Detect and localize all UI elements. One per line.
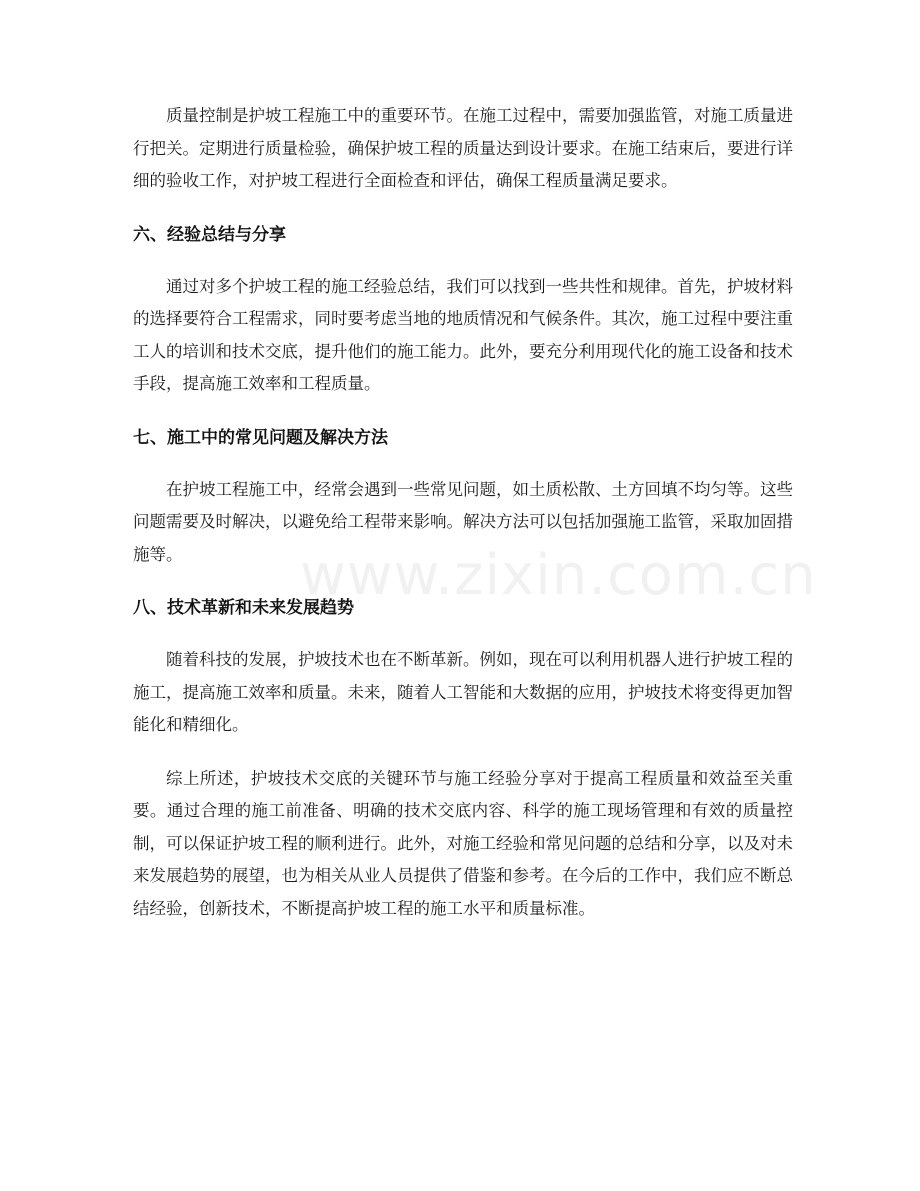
document-body <box>133 100 793 925</box>
heading-section-6: 六、经验总结与分享 <box>133 224 286 245</box>
paragraph-technology-innovation: 随着科技的发展，护坡技术也在不断革新。例如，现在可以利用机器人进行护坡工程的施工，提高施工效率和质量。未来，随着人工智能和大数据的应用，护坡技术将变得更加智能化和精细化。 <box>133 650 793 734</box>
paragraph-quality-control: 质量控制是护坡工程施工中的重要环节。在施工过程中，需要加强监管，对施工质量进行把关。定期进行质量检验，确保护坡工程的质量达到设计要求。在施工结束后，要进行详细的验收工作，对护坡工程进行全面检查和评估，确保工程质量满足要求。 <box>133 106 793 190</box>
paragraph-experience-summary: 通过对多个护坡工程的施工经验总结，我们可以找到一些共性和规律。首先，护坡材料的选择要符合工程需求，同时要考虑当地的地质情况和气候条件。其次，施工过程中要注重工人的培训和技术交底，提升他们的施工能力。此外，要充分利用现代化的施工设备和技术手段，提高施工效率和工程质量。 <box>133 276 793 393</box>
watermark: www.zixin.com.cn <box>300 543 817 608</box>
paragraph-conclusion: 综上所述，护坡技术交底的关键环节与施工经验分享对于提高工程质量和效益至关重要。通过合理的施工前准备、明确的技术交底内容、科学的施工现场管理和有效的质量控制，可以保证护坡工程的顺利进行。此外，对施工经验和常见问题的总结和分享，以及对未来发展趋势的展望，也为相关从业人员提供了借鉴和参考。在今后的工作中，我们应不断总结经验，创新技术，不断提高护坡工程的施工水平和质量标准。 <box>133 768 793 918</box>
heading-section-8: 八、技术革新和未来发展趋势 <box>133 598 354 618</box>
heading-section-7: 七、施工中的常见问题及解决方法 <box>133 427 388 448</box>
paragraph-common-problems: 在护坡工程施工中，经常会遇到一些常见问题，如土质松散、土方回填不均匀等。这些问题需要及时解决，以避免给工程带来影响。解决方法可以包括加强施工监管，采取加固措施等。 <box>133 479 793 564</box>
